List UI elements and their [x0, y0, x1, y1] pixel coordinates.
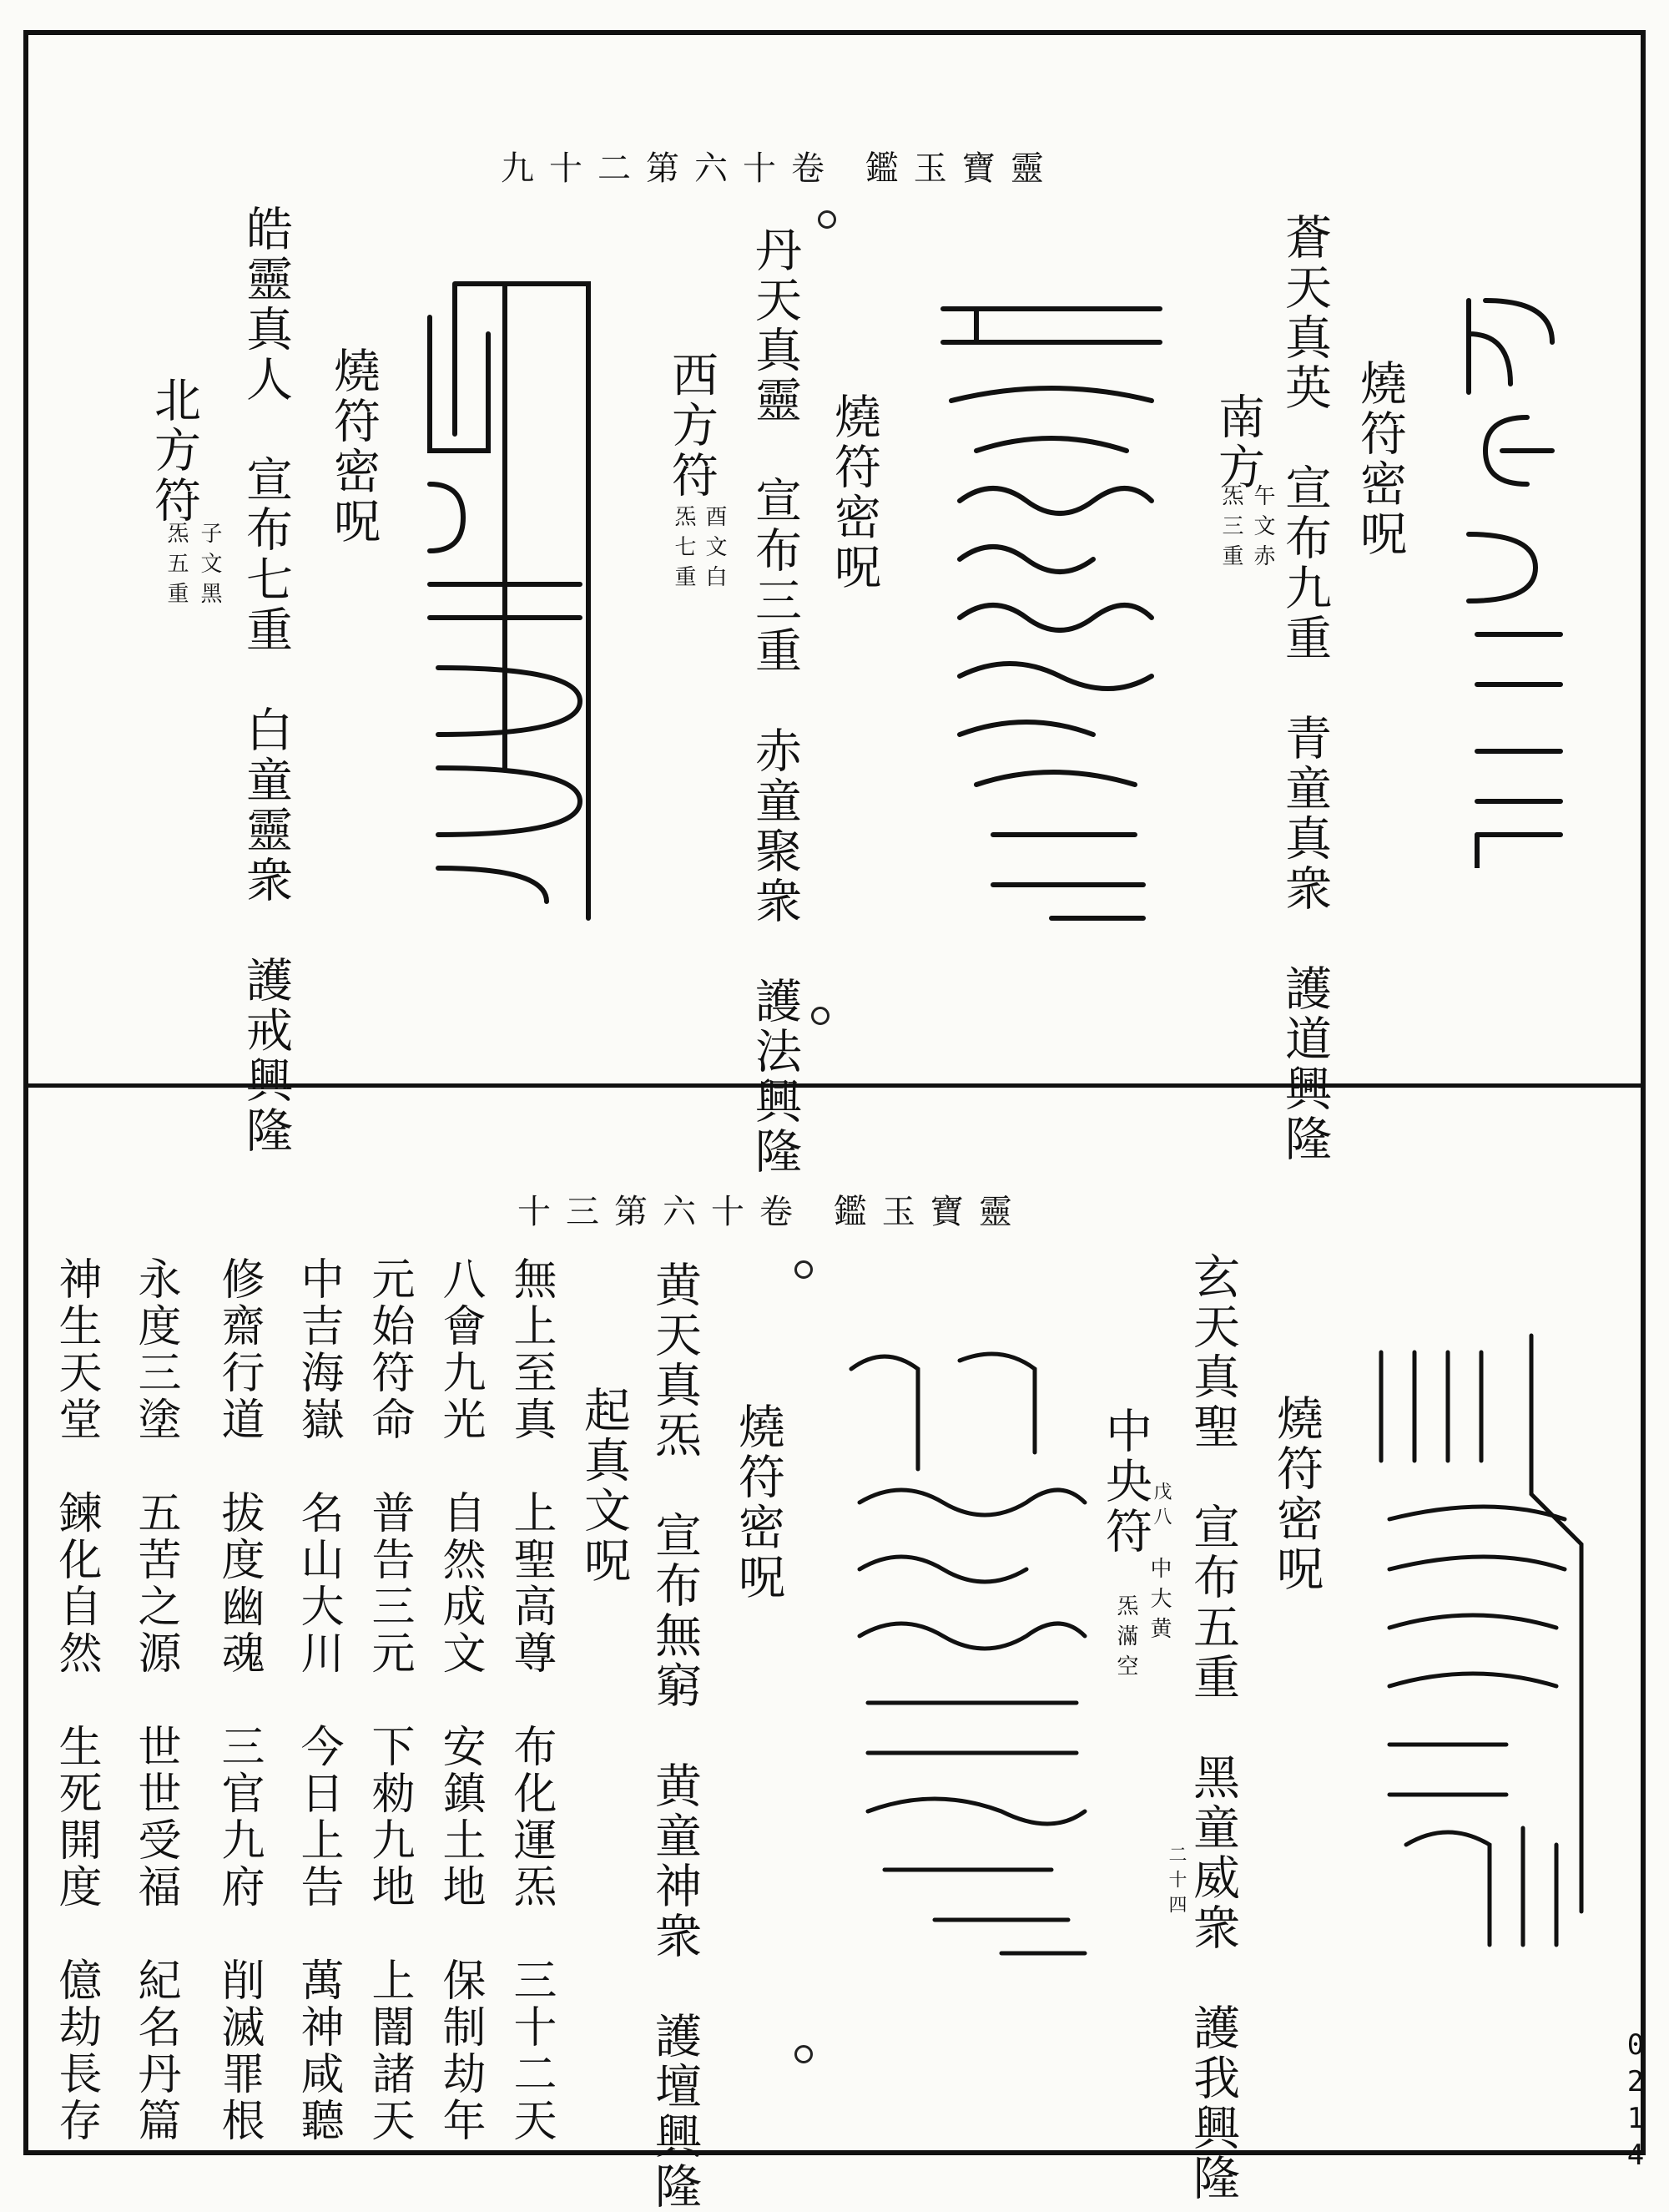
yellow-incantation: 黄天真炁 宣布無窮 黄童神衆 護壇興隆	[648, 1260, 702, 2212]
south-note-a: 午文赤	[1250, 484, 1275, 574]
center-label: 中央符	[1098, 1406, 1152, 1557]
seal-dot	[794, 1260, 813, 1279]
side-page-number: 0214	[1619, 2028, 1652, 2175]
north-incantation: 皓靈真人 宣布七重 白童靈衆 護戒興隆	[239, 205, 293, 1156]
qizhen-title: 起真文呪	[577, 1386, 631, 1586]
center-incantation: 玄天真聖 宣布五重 黑童威衆 護我興隆	[1186, 1252, 1240, 2204]
seal-dot	[811, 1007, 829, 1025]
center-talisman-figure	[1364, 1327, 1606, 1962]
west-talisman-figure	[926, 284, 1177, 935]
south-note-b: 炁三重	[1218, 484, 1243, 574]
south-incantation: 蒼天真英 宣布九重 青童真衆 護道興隆	[1278, 213, 1332, 1164]
center-title: 燒符密呪	[1269, 1394, 1324, 1594]
qizhen-line-4: 中吉海嶽 名山大川 今日上告 萬神咸聽	[293, 1256, 343, 2144]
west-note-a: 酉文白	[702, 505, 727, 595]
north-title: 燒符密呪	[326, 346, 381, 547]
west-note-b: 炁七重	[671, 505, 696, 595]
qizhen-line-1: 無上至真 上聖高尊 布化運炁 三十二天	[506, 1256, 556, 2144]
top-page-header: 靈寶玉鑑 卷十六第二十九	[501, 149, 1059, 188]
north-talisman-figure	[413, 267, 630, 935]
south-label: 南方	[1211, 392, 1265, 492]
seal-dot	[818, 210, 836, 229]
south-title: 燒符密呪	[1353, 359, 1407, 559]
qizhen-line-6: 永度三塗 五苦之源 世世受福 紀名丹篇	[130, 1256, 180, 2144]
qizhen-line-7: 神生天堂 鍊化自然 生死開度 億劫長存	[51, 1256, 101, 2144]
qizhen-line-3: 元始符命 普告三元 下勑九地 上闇諸天	[364, 1256, 414, 2144]
west-incantation: 丹天真靈 宣布三重 赤童聚衆 護法興隆	[748, 225, 802, 1177]
bottom-page-header: 靈寶玉鑑 卷十六第三十	[517, 1193, 1027, 1231]
west-label: 西方符	[664, 351, 719, 501]
center-note-c: 戊八	[1151, 1482, 1172, 1532]
seal-dot	[794, 2045, 813, 2063]
yellow-title: 燒符密呪	[731, 1402, 785, 1603]
center-note-b: 炁滿空	[1113, 1594, 1138, 1684]
qizhen-line-2: 八會九光 自然成文 安鎮土地 保制劫年	[435, 1256, 485, 2144]
north-label: 北方符	[147, 376, 201, 526]
page-marker: 二十四	[1166, 1845, 1187, 1920]
center-note-a: 中大黄	[1147, 1557, 1172, 1647]
west-title: 燒符密呪	[827, 392, 881, 593]
north-note-a: 子文黑	[197, 522, 222, 612]
yellow-talisman-figure	[834, 1336, 1110, 1970]
qizhen-line-5: 修齋行道 拔度幽魂 三官九府 削滅罪根	[214, 1256, 264, 2144]
north-note-b: 炁五重	[164, 522, 189, 612]
south-talisman-figure	[1452, 284, 1577, 868]
